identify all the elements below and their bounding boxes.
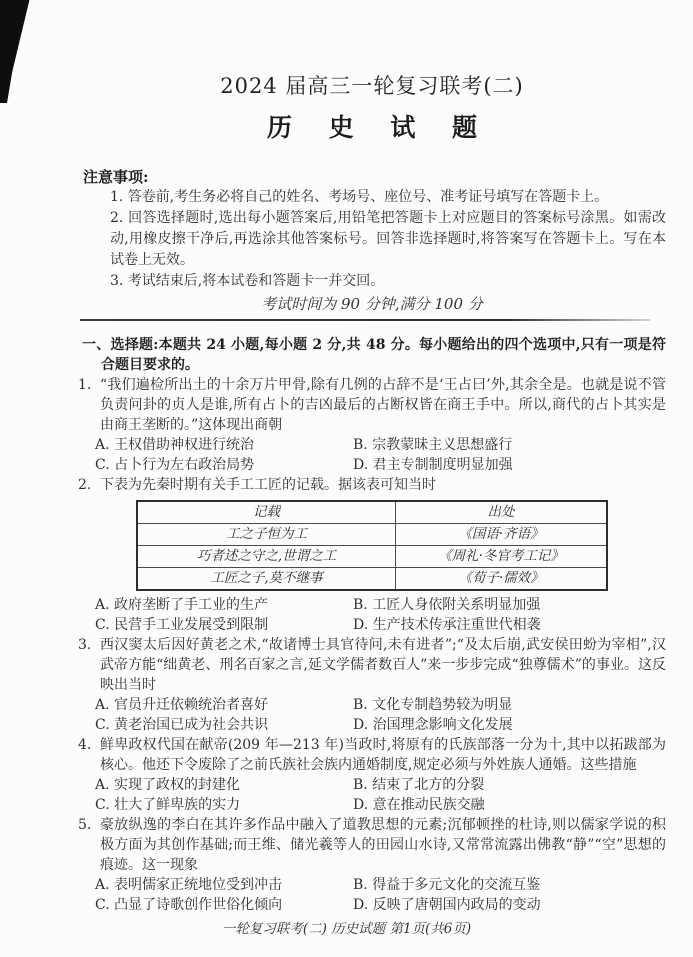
question-1: [78, 375, 666, 475]
question-1-option-a: A. 王权借助神权进行统治: [95, 437, 255, 453]
subject-title: 历 史 试 题: [266, 113, 492, 142]
page-footer: 一轮复习联考(二) 历史试题 第1页(共6页): [221, 921, 472, 937]
scan-corner-artifact: [0, 0, 32, 103]
question-3-option-a: A. 官员升迁依赖统治者喜好: [95, 697, 269, 713]
records-table: [136, 500, 608, 591]
question-4-stem: 鲜卑政权代国在献帝(209 年—213 年)当政时,将原有的氏族部落一分为十,其中以拓跋部为核心。他还下令废除了之前氏族社会族内通婚制度,规定必须与外姓族人通婚。这些措施: [100, 737, 666, 773]
exam-title: 2024 届高三一轮复习联考(二): [220, 74, 524, 98]
question-4-option-a: A. 实现了政权的封建化: [95, 777, 241, 793]
question-2-stem-row: [78, 475, 666, 495]
question-3-stem-row: [78, 635, 666, 695]
table-row-1-record: 工之子恒为工: [137, 524, 396, 546]
table-header-row: [137, 501, 607, 524]
question-4: [78, 735, 666, 815]
question-5-option-c: C. 凸显了诗歌创作世俗化倾向: [95, 897, 283, 913]
section-divider: [80, 319, 650, 321]
question-2-number: 2.: [78, 477, 92, 493]
question-2-option-a: A. 政府垄断了手工业的生产: [95, 597, 269, 613]
table-row-3-record: 工匠之子,莫不继事: [137, 568, 396, 591]
question-5-option-b: B. 得益于多元文化的交流互鉴: [353, 877, 541, 893]
notice-section: [78, 166, 666, 292]
question-5: [78, 815, 666, 915]
table-row-1: [137, 524, 607, 546]
question-5-options: [78, 875, 666, 915]
exam-time-note: 考试时间为 90 分钟,满分 100 分: [261, 295, 483, 313]
question-1-number: 1.: [78, 377, 92, 393]
table-header-source: 出处: [396, 501, 608, 524]
page-content: [78, 58, 666, 915]
notice-item-1: 1. 答卷前,考生务必将自己的姓名、考场号、座位号、准考证号填写在答题卡上。: [110, 189, 609, 205]
question-1-stem: “我们遍检所出土的十余万片甲骨,除有几例的占辞不是‘王占曰’外,其余全是。也就是说不管负责问卦的贞人是谁,所有占卜的吉凶最后的占断权皆在商王手中。所以,商代的占卜其实是由商王垄断的。”这体现出商朝: [100, 377, 666, 433]
question-2-stem: 下表为先秦时期有关手工工匠的记载。据该表可知当时: [100, 477, 436, 493]
question-2: [78, 475, 666, 635]
notice-heading: 注意事项:: [83, 168, 149, 186]
table-header-record: 记载: [137, 501, 396, 524]
table-row-1-source: 《国语·齐语》: [396, 524, 608, 546]
question-4-option-c: C. 壮大了鲜卑族的实力: [95, 797, 241, 813]
question-4-option-b: B. 结束了北方的分裂: [353, 777, 485, 793]
question-5-option-d: D. 反映了唐朝国内政局的变动: [353, 897, 541, 913]
question-1-option-c: C. 占卜行为左右政治局势: [95, 457, 255, 473]
notice-items: [110, 187, 666, 292]
question-3-stem: 西汉窦太后因好黄老之术,“故诸博士具官待问,未有进者”;“及太后崩,武安侯田蚡为宰相”,汉武帝方能“绌黄老、刑名百家之言,延文学儒者数百人”来一步步完成“独尊儒术”的事业。这反映出当时: [100, 637, 666, 693]
question-4-number: 4.: [78, 737, 92, 753]
question-5-stem: 豪放纵逸的李白在其许多作品中融入了道教思想的元素;沉郁顿挫的杜诗,则以儒家学说的积极方面为其创作基础;而王维、储光羲等人的田园山水诗,又常常流露出佛教“静”“空”思想的痕迹。这一现象: [100, 817, 666, 873]
question-4-option-d: D. 意在推动民族交融: [353, 797, 485, 813]
notice-item-3: 3. 考试结束后,将本试卷和答题卡一并交回。: [110, 273, 385, 289]
question-3-number: 3.: [78, 637, 92, 653]
question-4-stem-row: [78, 735, 666, 775]
notice-item-2: 2. 回答选择题时,选出每小题答案后,用铅笔把答题卡上对应题目的答案标号涂黑。如需改动,用橡皮擦干净后,再选涂其他答案标号。回答非选择题时,将答案写在答题卡上。写在本试卷上无效。: [110, 210, 666, 268]
table-row-3: [137, 568, 607, 591]
table-row-3-source: 《荀子·儒效》: [396, 568, 608, 591]
question-2-option-b: B. 工匠人身依附关系明显加强: [353, 597, 541, 613]
question-1-option-b: B. 宗教蒙昧主义思想盛行: [353, 437, 513, 453]
question-1-option-d: D. 君主专制制度明显加强: [353, 457, 513, 473]
table-row-2: [137, 546, 607, 568]
question-2-option-d: D. 生产技术传承注重世代相袭: [353, 617, 541, 633]
question-1-options: [78, 435, 666, 475]
question-2-option-c: C. 民营手工业发展受到限制: [95, 617, 269, 633]
question-1-stem-row: [78, 375, 666, 435]
section-one-header: 一、选择题:本题共 24 小题,每小题 2 分,共 48 分。每小题给出的四个选项中,只有一项是符合题目要求的。: [82, 337, 666, 373]
question-3-option-c: C. 黄老治国已成为社会共识: [95, 717, 269, 733]
question-3-option-b: B. 文化专制趋势较为明显: [353, 697, 513, 713]
question-4-options: [78, 775, 666, 815]
question-5-stem-row: [78, 815, 666, 875]
question-3-options: [78, 695, 666, 735]
table-row-2-record: 巧者述之守之,世谓之工: [137, 546, 396, 568]
table-row-2-source: 《周礼·冬官考工记》: [396, 546, 608, 568]
question-5-number: 5.: [78, 817, 92, 833]
question-2-options: [78, 595, 666, 635]
question-5-option-a: A. 表明儒家正统地位受到冲击: [95, 877, 283, 893]
question-3: [78, 635, 666, 735]
question-3-option-d: D. 治国理念影响文化发展: [353, 717, 513, 733]
